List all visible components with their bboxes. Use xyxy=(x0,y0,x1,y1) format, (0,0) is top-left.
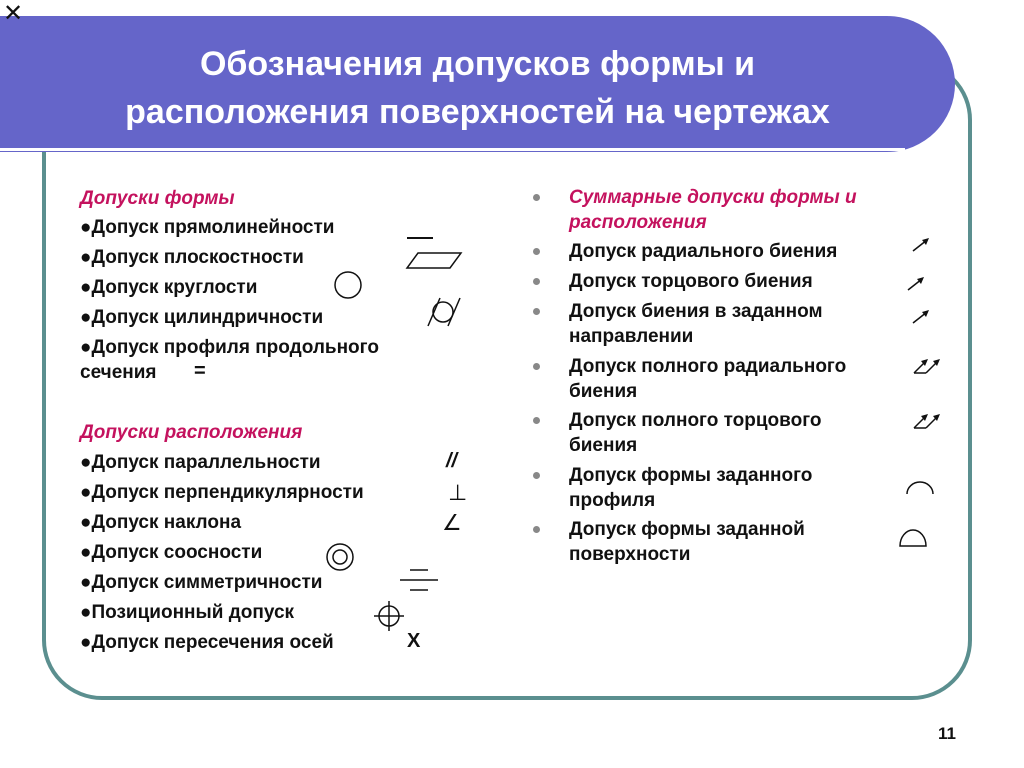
list-item-straightness: ●Допуск прямолинейности xyxy=(80,217,335,238)
list-item-symmetry: ●Допуск симметричности xyxy=(80,572,323,593)
total-tolerances-heading xyxy=(569,185,857,235)
total-radial-runout-icon xyxy=(912,356,944,376)
cylindricity-icon xyxy=(424,296,464,328)
flatness-icon xyxy=(404,250,464,272)
list-item-profile-line1: ●Допуск профиля продольного xyxy=(80,337,379,358)
bullet-icon xyxy=(533,363,540,370)
list-item-position: ●Позиционный допуск xyxy=(80,602,295,623)
item-line: Допуск полного радиального xyxy=(569,356,847,377)
title-line-2: расположения поверхностей на чертежах xyxy=(125,93,830,131)
item-line: биения xyxy=(569,381,638,402)
list-item-coaxiality: ●Допуск соосности xyxy=(80,542,263,563)
bullet-icon xyxy=(533,278,540,285)
angularity-icon: ∠ xyxy=(442,510,462,535)
list-item-flatness: ●Допуск плоскостности xyxy=(80,247,304,268)
item-line: поверхности xyxy=(569,544,691,565)
list-item-parallelism: ●Допуск параллельности xyxy=(80,452,321,473)
slide-title xyxy=(0,40,955,136)
title-underline xyxy=(0,148,905,151)
perpendicularity-icon: ⊥ xyxy=(448,480,468,505)
bullet-icon xyxy=(533,308,540,315)
axial-runout-icon xyxy=(905,275,927,293)
item-line: Допуск формы заданной xyxy=(569,519,805,540)
total-heading-line1: Суммарные допуски формы и xyxy=(569,187,857,208)
total-axial-runout-icon xyxy=(912,411,944,431)
profile-section-icon: = xyxy=(194,360,206,382)
parallelism-icon: // xyxy=(446,450,458,472)
coaxiality-icon xyxy=(325,542,355,572)
list-item-perpendicularity: ●Допуск перпендикулярности xyxy=(80,482,364,503)
list-item-profile-line2: сечения xyxy=(80,362,157,383)
bullet-icon xyxy=(533,472,540,479)
form-tolerances-heading: Допуски формы xyxy=(80,188,235,209)
list-item-direction-runout xyxy=(569,299,823,349)
item-line: Допуск полного торцового xyxy=(569,410,822,431)
list-item-angularity: ●Допуск наклона xyxy=(80,512,242,533)
direction-runout-icon xyxy=(910,308,932,326)
list-item-radial-runout: Допуск радиального биения xyxy=(569,241,838,262)
symmetry-icon xyxy=(398,566,440,594)
item-line: Допуск формы заданного xyxy=(569,465,813,486)
line-profile-icon xyxy=(904,478,936,496)
list-item-surface-profile xyxy=(569,517,805,567)
bullet-icon xyxy=(533,526,540,533)
title-line-1: Обозначения допусков формы и xyxy=(199,45,756,83)
position-icon xyxy=(373,600,405,632)
list-item-axial-runout: Допуск торцового биения xyxy=(569,271,813,292)
list-item-line-profile xyxy=(569,463,812,513)
total-heading-line2: расположения xyxy=(569,212,707,233)
item-line: Допуск биения в заданном xyxy=(569,301,823,322)
surface-profile-icon xyxy=(897,526,929,550)
roundness-icon xyxy=(333,270,363,300)
close-icon[interactable]: ✕ xyxy=(2,0,24,27)
item-line: направлении xyxy=(569,326,694,347)
list-item-roundness: ●Допуск круглости xyxy=(80,277,258,298)
straightness-icon xyxy=(405,230,435,244)
list-item-cylindricity: ●Допуск цилиндричности xyxy=(80,307,324,328)
axes-intersection-icon: X xyxy=(407,630,421,652)
list-item-total-axial-runout xyxy=(569,408,821,458)
list-item-axes-intersection: ●Допуск пересечения осей xyxy=(80,632,334,653)
radial-runout-icon xyxy=(910,236,932,254)
title-banner xyxy=(0,16,955,152)
item-line: профиля xyxy=(569,490,656,511)
list-item-total-radial-runout xyxy=(569,354,846,404)
position-tolerances-heading: Допуски расположения xyxy=(80,422,303,443)
bullet-icon xyxy=(533,248,540,255)
page-number: 11 xyxy=(938,724,956,743)
item-line: биения xyxy=(569,435,638,456)
bullet-icon xyxy=(533,417,540,424)
bullet-icon xyxy=(533,194,540,201)
